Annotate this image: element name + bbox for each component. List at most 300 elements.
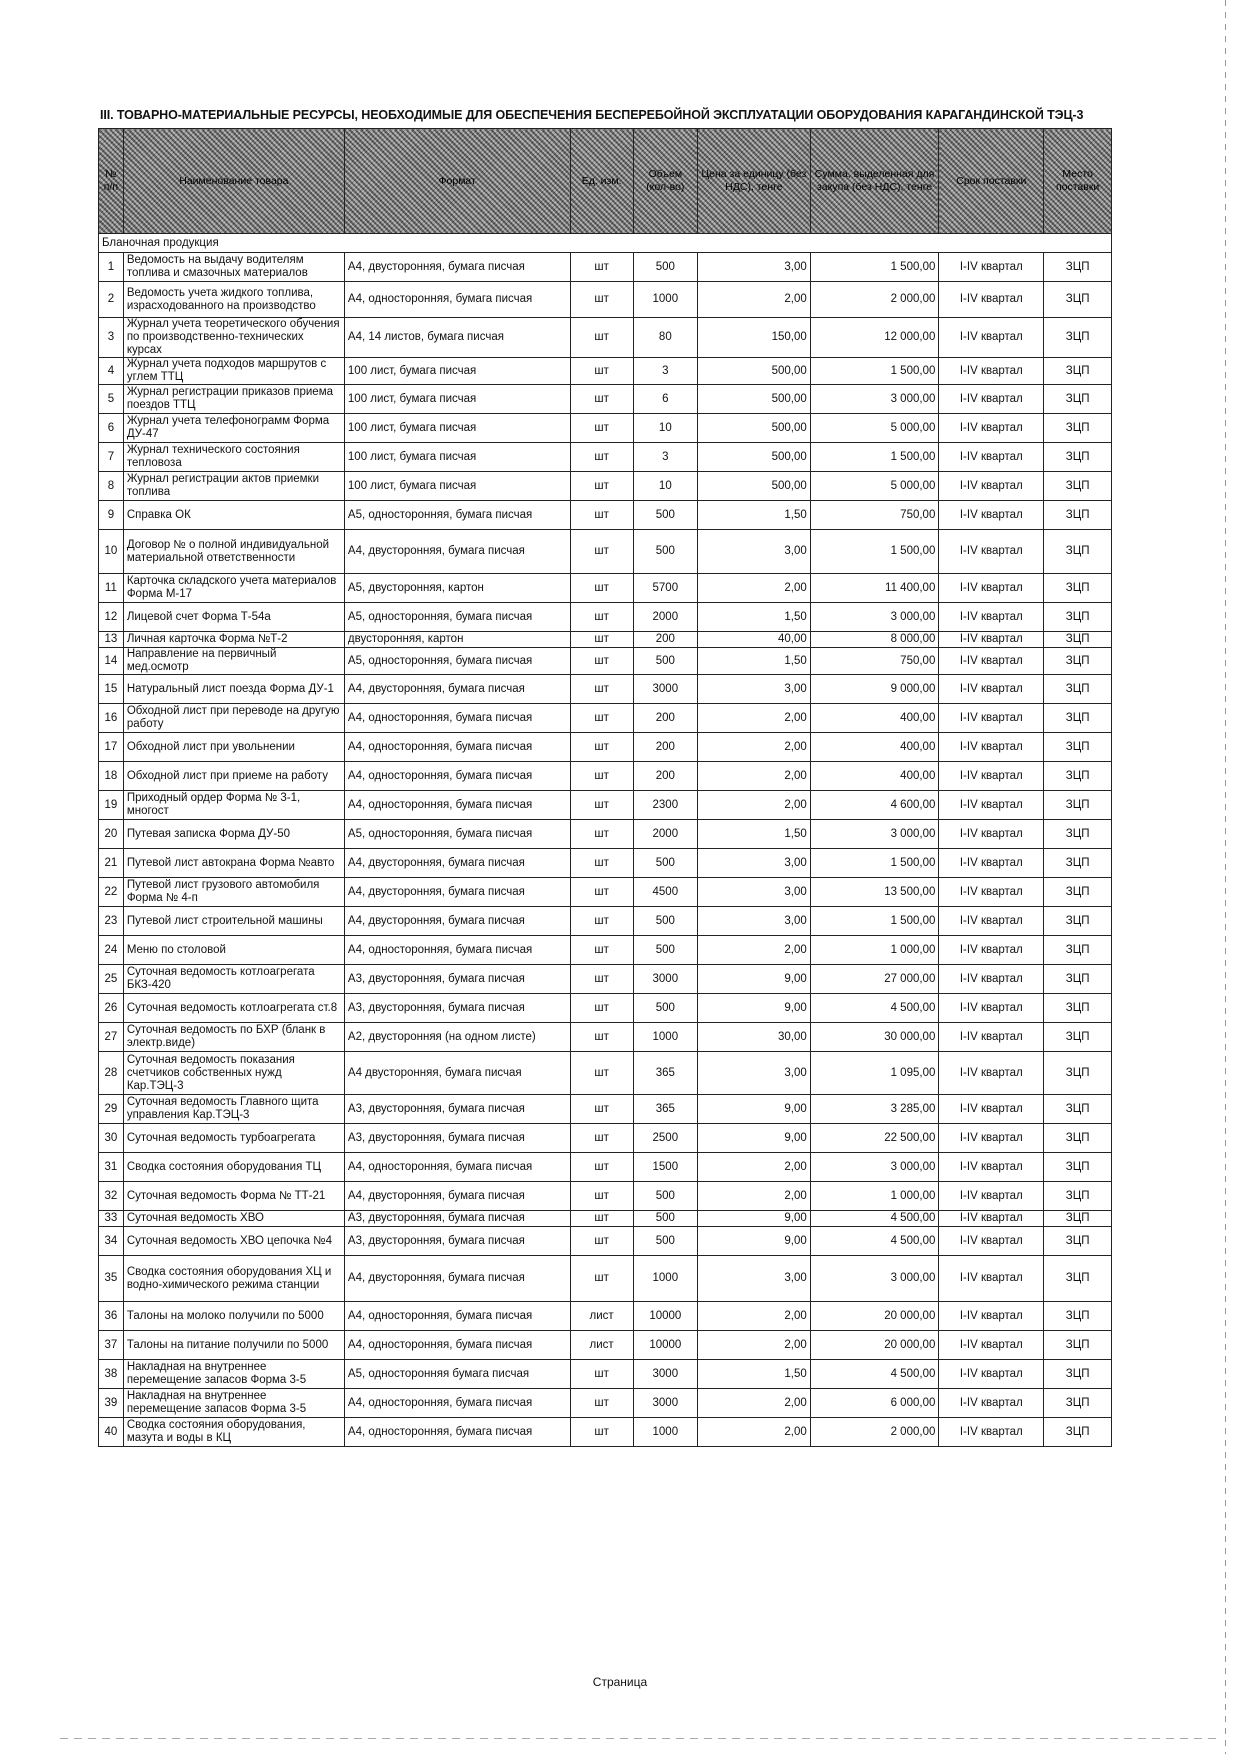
item-term: I-IV квартал (939, 632, 1044, 648)
row-number: 32 (99, 1182, 124, 1211)
item-format: 100 лист, бумага писчая (344, 358, 570, 385)
item-unit: шт (570, 648, 633, 675)
table-row (99, 603, 1112, 632)
section-label: Бланочная продукция (99, 234, 1112, 253)
item-name: Талоны на питание получили по 5000 (123, 1331, 344, 1360)
item-unit: шт (570, 1124, 633, 1153)
item-sum: 5 000,00 (810, 472, 939, 501)
item-unit: шт (570, 791, 633, 820)
item-term: I-IV квартал (939, 318, 1044, 358)
item-format: 100 лист, бумага писчая (344, 414, 570, 443)
item-unit: шт (570, 1227, 633, 1256)
item-price: 2,00 (697, 733, 810, 762)
row-number: 4 (99, 358, 124, 385)
item-place: ЗЦП (1044, 936, 1112, 965)
row-number: 14 (99, 648, 124, 675)
item-price: 500,00 (697, 358, 810, 385)
item-name: Суточная ведомость котлоагрегата БКЗ-420 (123, 965, 344, 994)
item-term: I-IV квартал (939, 1153, 1044, 1182)
item-format: А2, двусторонняя (на одном листе) (344, 1023, 570, 1052)
header-no: № п/п (99, 129, 124, 234)
item-name: Журнал учета теоретического обучения по производственно-технических курсах (123, 318, 344, 358)
item-price: 2,00 (697, 762, 810, 791)
item-price: 1,50 (697, 501, 810, 530)
item-qty: 500 (633, 907, 697, 936)
item-term: I-IV квартал (939, 936, 1044, 965)
table-row (99, 762, 1112, 791)
item-unit: шт (570, 907, 633, 936)
item-qty: 365 (633, 1095, 697, 1124)
item-unit: шт (570, 253, 633, 282)
item-sum: 3 285,00 (810, 1095, 939, 1124)
item-sum: 1 000,00 (810, 1182, 939, 1211)
item-price: 2,00 (697, 1389, 810, 1418)
row-number: 33 (99, 1211, 124, 1227)
item-sum: 12 000,00 (810, 318, 939, 358)
item-qty: 3 (633, 358, 697, 385)
item-name: Направление на первичный мед.осмотр (123, 648, 344, 675)
item-format: А4 двусторонняя, бумага писчая (344, 1052, 570, 1095)
table-header-row (99, 129, 1112, 234)
table-row (99, 385, 1112, 414)
item-price: 1,50 (697, 603, 810, 632)
table-row (99, 965, 1112, 994)
table-row (99, 820, 1112, 849)
item-term: I-IV квартал (939, 1052, 1044, 1095)
table-row (99, 849, 1112, 878)
item-format: А4, односторонняя, бумага писчая (344, 704, 570, 733)
item-unit: шт (570, 632, 633, 648)
item-unit: шт (570, 443, 633, 472)
item-sum: 3 000,00 (810, 1256, 939, 1302)
section-row (99, 234, 1112, 253)
item-qty: 3000 (633, 965, 697, 994)
item-place: ЗЦП (1044, 762, 1112, 791)
item-place: ЗЦП (1044, 443, 1112, 472)
item-format: 100 лист, бумага писчая (344, 443, 570, 472)
row-number: 29 (99, 1095, 124, 1124)
table-row (99, 1023, 1112, 1052)
row-number: 34 (99, 1227, 124, 1256)
item-name: Суточная ведомость показания счетчиков собственных нужд Кар.ТЭЦ-3 (123, 1052, 344, 1095)
item-place: ЗЦП (1044, 632, 1112, 648)
table-row (99, 994, 1112, 1023)
item-term: I-IV квартал (939, 282, 1044, 318)
item-format: А3, двусторонняя, бумага писчая (344, 1227, 570, 1256)
table-row (99, 1052, 1112, 1095)
row-number: 23 (99, 907, 124, 936)
item-place: ЗЦП (1044, 1023, 1112, 1052)
item-place: ЗЦП (1044, 385, 1112, 414)
row-number: 22 (99, 878, 124, 907)
item-place: ЗЦП (1044, 648, 1112, 675)
item-unit: шт (570, 318, 633, 358)
item-qty: 3000 (633, 1360, 697, 1389)
item-format: А4, односторонняя, бумага писчая (344, 791, 570, 820)
item-place: ЗЦП (1044, 704, 1112, 733)
item-price: 3,00 (697, 907, 810, 936)
item-term: I-IV квартал (939, 733, 1044, 762)
item-qty: 2300 (633, 791, 697, 820)
item-term: I-IV квартал (939, 762, 1044, 791)
item-term: I-IV квартал (939, 1360, 1044, 1389)
header-sum: Сумма, выделенная для закупа (без НДС), тенге (810, 129, 939, 234)
item-sum: 11 400,00 (810, 574, 939, 603)
item-unit: шт (570, 1052, 633, 1095)
item-sum: 400,00 (810, 733, 939, 762)
item-qty: 1000 (633, 282, 697, 318)
item-qty: 500 (633, 1211, 697, 1227)
item-qty: 10 (633, 472, 697, 501)
row-number: 2 (99, 282, 124, 318)
row-number: 3 (99, 318, 124, 358)
item-name: Договор № о полной индивидуальной материальной ответственности (123, 530, 344, 574)
item-qty: 500 (633, 1182, 697, 1211)
item-name: Натуральный лист поезда Форма ДУ-1 (123, 675, 344, 704)
item-sum: 3 000,00 (810, 820, 939, 849)
item-unit: шт (570, 358, 633, 385)
table-row (99, 1211, 1112, 1227)
row-number: 7 (99, 443, 124, 472)
table-row (99, 632, 1112, 648)
item-format: А4, двусторонняя, бумага писчая (344, 849, 570, 878)
item-qty: 5700 (633, 574, 697, 603)
table-row (99, 1389, 1112, 1418)
item-name: Карточка складского учета материалов Форма М-17 (123, 574, 344, 603)
item-format: А4, односторонняя, бумага писчая (344, 1418, 570, 1447)
item-price: 1,50 (697, 1360, 810, 1389)
item-place: ЗЦП (1044, 675, 1112, 704)
item-place: ЗЦП (1044, 965, 1112, 994)
row-number: 25 (99, 965, 124, 994)
table-body (99, 234, 1112, 1447)
item-format: А5, односторонняя, бумага писчая (344, 820, 570, 849)
item-sum: 3 000,00 (810, 603, 939, 632)
scan-bottom-line (60, 1738, 1220, 1739)
row-number: 38 (99, 1360, 124, 1389)
item-term: I-IV квартал (939, 253, 1044, 282)
row-number: 19 (99, 791, 124, 820)
item-unit: шт (570, 1418, 633, 1447)
row-number: 13 (99, 632, 124, 648)
item-unit: шт (570, 704, 633, 733)
table-row (99, 358, 1112, 385)
item-unit: шт (570, 530, 633, 574)
table-row (99, 501, 1112, 530)
item-format: А4, двусторонняя, бумага писчая (344, 1256, 570, 1302)
item-term: I-IV квартал (939, 530, 1044, 574)
item-price: 1,50 (697, 648, 810, 675)
row-number: 40 (99, 1418, 124, 1447)
row-number: 30 (99, 1124, 124, 1153)
item-price: 3,00 (697, 675, 810, 704)
item-unit: шт (570, 574, 633, 603)
item-price: 2,00 (697, 574, 810, 603)
item-name: Талоны на молоко получили по 5000 (123, 1302, 344, 1331)
item-format: А4, двусторонняя, бумага писчая (344, 878, 570, 907)
item-price: 9,00 (697, 1227, 810, 1256)
item-place: ЗЦП (1044, 1256, 1112, 1302)
item-place: ЗЦП (1044, 501, 1112, 530)
item-term: I-IV квартал (939, 1389, 1044, 1418)
row-number: 16 (99, 704, 124, 733)
item-name: Журнал учета подходов маршрутов с углем ТТЦ (123, 358, 344, 385)
item-unit: шт (570, 762, 633, 791)
table-row (99, 1302, 1112, 1331)
item-name: Суточная ведомость по БХР (бланк в электр.виде) (123, 1023, 344, 1052)
item-price: 9,00 (697, 1211, 810, 1227)
item-name: Сводка состояния оборудования ХЦ и водно-химического режима станции (123, 1256, 344, 1302)
item-format: двусторонняя, картон (344, 632, 570, 648)
item-name: Суточная ведомость турбоагрегата (123, 1124, 344, 1153)
row-number: 6 (99, 414, 124, 443)
item-term: I-IV квартал (939, 1124, 1044, 1153)
item-name: Обходной лист при приеме на работу (123, 762, 344, 791)
table-row (99, 878, 1112, 907)
item-qty: 1000 (633, 1418, 697, 1447)
item-price: 2,00 (697, 936, 810, 965)
row-number: 21 (99, 849, 124, 878)
row-number: 39 (99, 1389, 124, 1418)
item-price: 150,00 (697, 318, 810, 358)
item-price: 500,00 (697, 385, 810, 414)
item-place: ЗЦП (1044, 820, 1112, 849)
item-term: I-IV квартал (939, 1418, 1044, 1447)
item-unit: шт (570, 282, 633, 318)
item-format: А4, односторонняя, бумага писчая (344, 936, 570, 965)
item-name: Журнал учета телефонограмм Форма ДУ-47 (123, 414, 344, 443)
item-qty: 3000 (633, 675, 697, 704)
item-place: ЗЦП (1044, 574, 1112, 603)
item-price: 2,00 (697, 1153, 810, 1182)
item-sum: 3 000,00 (810, 1153, 939, 1182)
item-place: ЗЦП (1044, 472, 1112, 501)
item-name: Журнал технического состояния тепловоза (123, 443, 344, 472)
item-place: ЗЦП (1044, 530, 1112, 574)
item-qty: 200 (633, 762, 697, 791)
item-sum: 4 500,00 (810, 1360, 939, 1389)
item-unit: шт (570, 385, 633, 414)
item-price: 3,00 (697, 1256, 810, 1302)
item-term: I-IV квартал (939, 1023, 1044, 1052)
table-row (99, 907, 1112, 936)
item-unit: шт (570, 603, 633, 632)
row-number: 24 (99, 936, 124, 965)
item-qty: 10000 (633, 1302, 697, 1331)
item-term: I-IV квартал (939, 965, 1044, 994)
item-sum: 750,00 (810, 501, 939, 530)
page-footer: Страница (592, 1675, 648, 1689)
item-name: Журнал регистрации приказов приема поездов ТТЦ (123, 385, 344, 414)
item-qty: 10 (633, 414, 697, 443)
item-name: Суточная ведомость котлоагрегата ст.8 (123, 994, 344, 1023)
item-place: ЗЦП (1044, 358, 1112, 385)
item-format: А3, двусторонняя, бумага писчая (344, 1124, 570, 1153)
item-term: I-IV квартал (939, 994, 1044, 1023)
item-unit: шт (570, 878, 633, 907)
item-format: А4, двусторонняя, бумага писчая (344, 907, 570, 936)
item-unit: шт (570, 936, 633, 965)
item-name: Приходный ордер Форма № 3-1, многост (123, 791, 344, 820)
row-number: 9 (99, 501, 124, 530)
item-qty: 500 (633, 648, 697, 675)
item-sum: 4 500,00 (810, 994, 939, 1023)
item-price: 2,00 (697, 1182, 810, 1211)
item-term: I-IV квартал (939, 849, 1044, 878)
row-number: 28 (99, 1052, 124, 1095)
header-place: Место поставки (1044, 129, 1112, 234)
item-place: ЗЦП (1044, 1211, 1112, 1227)
item-format: А4, односторонняя, бумага писчая (344, 1302, 570, 1331)
item-format: А4, 14 листов, бумага писчая (344, 318, 570, 358)
item-place: ЗЦП (1044, 1227, 1112, 1256)
table-row (99, 733, 1112, 762)
item-sum: 5 000,00 (810, 414, 939, 443)
item-qty: 2500 (633, 1124, 697, 1153)
item-term: I-IV квартал (939, 443, 1044, 472)
item-term: I-IV квартал (939, 1211, 1044, 1227)
item-place: ЗЦП (1044, 1182, 1112, 1211)
table-row (99, 1124, 1112, 1153)
item-place: ЗЦП (1044, 994, 1112, 1023)
item-unit: шт (570, 994, 633, 1023)
item-unit: шт (570, 1211, 633, 1227)
item-sum: 6 000,00 (810, 1389, 939, 1418)
header-qty: Объем (кол-во) (633, 129, 697, 234)
item-term: I-IV квартал (939, 791, 1044, 820)
item-unit: шт (570, 849, 633, 878)
item-unit: шт (570, 820, 633, 849)
item-sum: 4 500,00 (810, 1211, 939, 1227)
row-number: 5 (99, 385, 124, 414)
item-sum: 1 500,00 (810, 443, 939, 472)
item-sum: 20 000,00 (810, 1331, 939, 1360)
item-term: I-IV квартал (939, 1227, 1044, 1256)
item-qty: 500 (633, 501, 697, 530)
item-qty: 6 (633, 385, 697, 414)
item-sum: 1 500,00 (810, 530, 939, 574)
item-place: ЗЦП (1044, 1153, 1112, 1182)
item-price: 3,00 (697, 253, 810, 282)
item-sum: 20 000,00 (810, 1302, 939, 1331)
item-place: ЗЦП (1044, 1052, 1112, 1095)
item-name: Обходной лист при увольнении (123, 733, 344, 762)
item-term: I-IV квартал (939, 414, 1044, 443)
table-row (99, 414, 1112, 443)
item-term: I-IV квартал (939, 385, 1044, 414)
item-sum: 1 500,00 (810, 849, 939, 878)
item-format: А3, двусторонняя, бумага писчая (344, 1095, 570, 1124)
header-name: Наименование товара (123, 129, 344, 234)
item-term: I-IV квартал (939, 1256, 1044, 1302)
item-term: I-IV квартал (939, 501, 1044, 530)
item-qty: 3 (633, 443, 697, 472)
item-price: 9,00 (697, 965, 810, 994)
item-qty: 80 (633, 318, 697, 358)
table-row (99, 791, 1112, 820)
item-name: Сводка состояния оборудования ТЦ (123, 1153, 344, 1182)
item-qty: 3000 (633, 1389, 697, 1418)
table-row (99, 472, 1112, 501)
row-number: 11 (99, 574, 124, 603)
item-price: 9,00 (697, 1095, 810, 1124)
row-number: 10 (99, 530, 124, 574)
item-sum: 1 095,00 (810, 1052, 939, 1095)
item-unit: шт (570, 965, 633, 994)
item-qty: 2000 (633, 603, 697, 632)
item-qty: 10000 (633, 1331, 697, 1360)
item-place: ЗЦП (1044, 282, 1112, 318)
item-term: I-IV квартал (939, 1095, 1044, 1124)
item-qty: 365 (633, 1052, 697, 1095)
row-number: 8 (99, 472, 124, 501)
header-price: Цена за единицу (без НДС), тенге (697, 129, 810, 234)
item-unit: лист (570, 1302, 633, 1331)
item-place: ЗЦП (1044, 1095, 1112, 1124)
item-sum: 2 000,00 (810, 1418, 939, 1447)
item-name: Сводка состояния оборудования, мазута и воды в КЦ (123, 1418, 344, 1447)
item-price: 500,00 (697, 472, 810, 501)
item-sum: 1 000,00 (810, 936, 939, 965)
item-qty: 200 (633, 704, 697, 733)
item-qty: 4500 (633, 878, 697, 907)
table-row (99, 1331, 1112, 1360)
item-format: А4, двусторонняя, бумага писчая (344, 253, 570, 282)
item-place: ЗЦП (1044, 253, 1112, 282)
item-place: ЗЦП (1044, 1302, 1112, 1331)
item-sum: 9 000,00 (810, 675, 939, 704)
item-unit: шт (570, 1153, 633, 1182)
item-unit: шт (570, 1023, 633, 1052)
item-format: А4, односторонняя, бумага писчая (344, 1331, 570, 1360)
item-unit: шт (570, 414, 633, 443)
item-price: 2,00 (697, 1331, 810, 1360)
item-format: А4, односторонняя, бумага писчая (344, 282, 570, 318)
item-name: Накладная на внутреннее перемещение запасов Форма 3-5 (123, 1360, 344, 1389)
row-number: 20 (99, 820, 124, 849)
item-name: Ведомость учета жидкого топлива, израсходованного на производство (123, 282, 344, 318)
item-price: 3,00 (697, 849, 810, 878)
materials-table (98, 128, 1112, 1447)
item-name: Суточная ведомость ХВО (123, 1211, 344, 1227)
table-row (99, 282, 1112, 318)
item-format: А5, односторонняя бумага писчая (344, 1360, 570, 1389)
item-format: А3, двусторонняя, бумага писчая (344, 994, 570, 1023)
table-row (99, 253, 1112, 282)
item-term: I-IV квартал (939, 358, 1044, 385)
item-name: Справка ОК (123, 501, 344, 530)
row-number: 12 (99, 603, 124, 632)
item-price: 9,00 (697, 1124, 810, 1153)
item-term: I-IV квартал (939, 1302, 1044, 1331)
header-format: Формат (344, 129, 570, 234)
page-title: III. ТОВАРНО-МАТЕРИАЛЬНЫЕ РЕСУРСЫ, НЕОБХОДИМЫЕ ДЛЯ ОБЕСПЕЧЕНИЯ БЕСПЕРЕБОЙНОЙ ЭКСПЛУАТАЦИИ ОБОРУДОВАНИЯ КАРАГАНДИНСКОЙ ТЭЦ-3 (100, 108, 1084, 122)
item-qty: 1500 (633, 1153, 697, 1182)
item-term: I-IV квартал (939, 820, 1044, 849)
item-place: ЗЦП (1044, 603, 1112, 632)
item-unit: шт (570, 1389, 633, 1418)
item-price: 3,00 (697, 1052, 810, 1095)
row-number: 15 (99, 675, 124, 704)
item-sum: 1 500,00 (810, 907, 939, 936)
item-place: ЗЦП (1044, 907, 1112, 936)
item-name: Личная карточка Форма №Т-2 (123, 632, 344, 648)
item-sum: 1 500,00 (810, 358, 939, 385)
scan-edge-line (1225, 0, 1226, 1754)
item-name: Суточная ведомость ХВО цепочка №4 (123, 1227, 344, 1256)
item-term: I-IV квартал (939, 675, 1044, 704)
item-term: I-IV квартал (939, 1331, 1044, 1360)
